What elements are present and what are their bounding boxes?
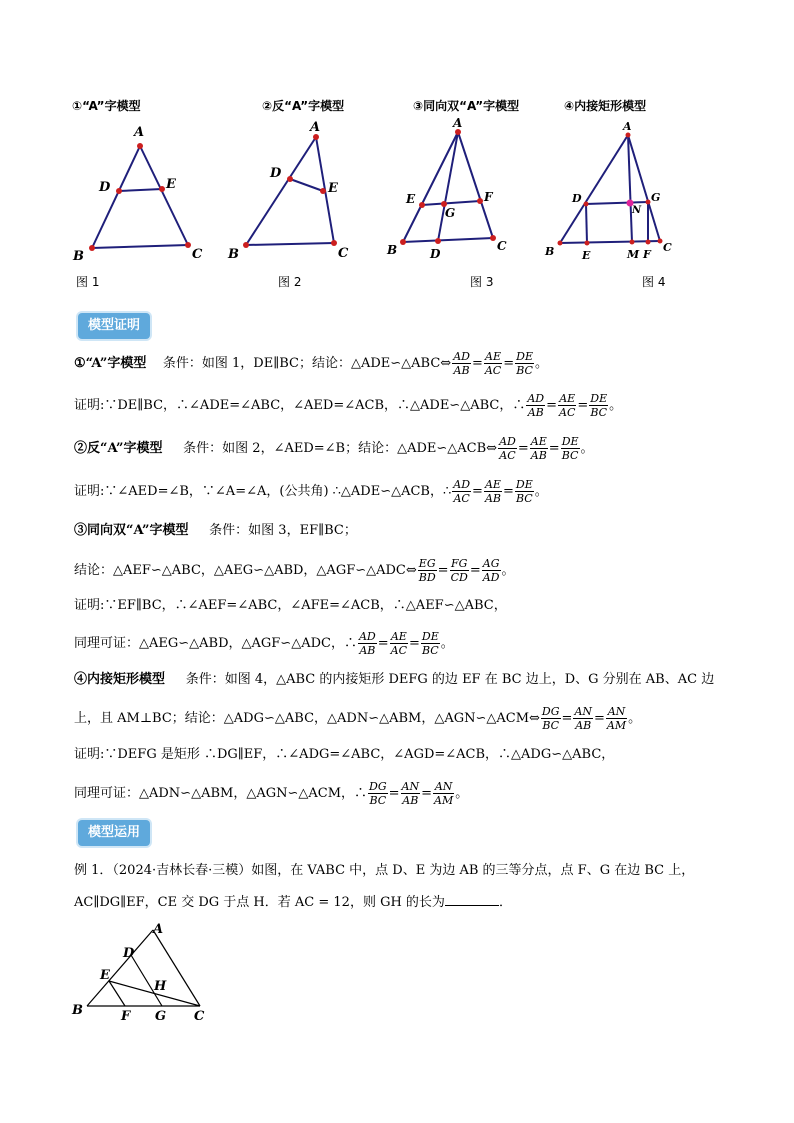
example1-line2: AC∥DG∥EF，CE 交 DG 于点 H．若 AC = 12，则 GH 的长为 ．	[74, 895, 512, 910]
model3-proof2: 同理可证：△AEG∽△ABD，△AGF∽△ADC，∴ $\frac{AD}{AB}$ = $\frac{AE}{AC}$ = $\frac{DE}{BC}$ 。	[74, 630, 454, 657]
frac: $\frac{AD}{AB}$	[358, 630, 376, 657]
ex-label-f: F	[121, 1009, 131, 1024]
frac: $\frac{AE}{AC}$	[484, 350, 502, 377]
model4-condition: 条件：如图 4，△ABC 的内接矩形 DEFG 的边 EF 在 BC 边上，D、G 分别在 AB、AC 边	[185, 672, 715, 687]
fig3-header: ③同向双“A”字模型	[413, 99, 520, 113]
answer-blank[interactable]	[445, 893, 499, 906]
figure-1	[92, 146, 188, 248]
fig3-label-e: E	[406, 192, 416, 206]
fig2-caption: 图 2	[278, 275, 302, 289]
model3-title: ③同向双“A”字模型	[74, 523, 189, 538]
figure-3	[403, 132, 493, 242]
figure-4	[560, 135, 660, 243]
frac: $\frac{AE}{AC}$	[390, 630, 408, 657]
fig2-label-c: C	[338, 246, 349, 261]
fig3-label-g: G	[445, 206, 456, 220]
fig4-label-d: D	[572, 192, 582, 205]
frac: $\frac{DE}{BC}$	[516, 350, 533, 377]
frac: $\frac{AD}{AC}$	[453, 478, 471, 505]
model3-line	[74, 522, 357, 540]
fig2-header: ②反“A”字模型	[262, 99, 345, 113]
fig4-caption: 图 4	[642, 275, 666, 289]
model4-proof: 证明:∵DEFG 是矩形 ∴DG∥EF，∴∠ADG=∠ABC，∠AGD=∠ACB，∴△ADG∽△ABC，	[74, 747, 615, 762]
frac: $\frac{AG}{AD}$	[482, 557, 500, 584]
example1-figure	[60, 915, 240, 1030]
fig1-header: ①“A”字模型	[72, 99, 141, 113]
frac: $\frac{DG}{BC}$	[369, 780, 387, 807]
fig3-label-b: B	[387, 243, 398, 257]
frac: $\frac{DE}{BC}$	[515, 478, 533, 505]
model3-proof: 证明:∵EF∥BC，∴∠AEF=∠ABC，∠AFE=∠ACB，∴△AEF∽△ABC，	[74, 598, 507, 613]
fig3-label-d: D	[430, 247, 441, 261]
example1-line1: 例 1．（2024·吉林长春·三模）如图，在 VABC 中，点 D、E 为边 AB 的三等分点，点 F、G 在边 BC 上，	[74, 863, 695, 878]
ex-label-e: E	[100, 968, 110, 983]
model1-line: ①“A”字模型 条件：如图 1，DE∥BC；结论：△ADE∽△ABC⇔ $\frac{AD}{AB}$ = $\frac{AE}{AC}$ = $\frac{DE}{BC}$ 。	[74, 350, 549, 377]
fig2-label-d: D	[270, 166, 282, 181]
frac: $\frac{AE}{AC}$	[559, 392, 576, 419]
frac: $\frac{AN}{AM}$	[606, 705, 627, 732]
frac: $\frac{AN}{AM}$	[434, 780, 454, 807]
model4-proof2: 同理可证：△ADN∽△ABM，△AGN∽△ACM，∴ $\frac{DG}{BC}$ = $\frac{AN}{AB}$ = $\frac{AN}{AM}$ 。	[74, 780, 469, 807]
fig1-label-c: C	[192, 247, 203, 262]
fig4-label-g: G	[651, 191, 661, 204]
fig4-label-e: E	[582, 249, 591, 262]
fig3-label-a: A	[453, 116, 463, 130]
ex-label-b: B	[72, 1003, 83, 1018]
frac: $\frac{EG}{BD}$	[418, 557, 436, 584]
model2-proof: 证明:∵∠AED=∠B，∵∠A=∠A，(公共角) ∴△ADE∽△ACB，∴ $\frac{AD}{AC}$ = $\frac{AE}{AB}$ = $\frac{DE}{BC}$ 。	[74, 478, 548, 505]
model1-proof: 证明:∵DE∥BC，∴∠ADE=∠ABC，∠AED=∠ACB，∴△ADE∽△ABC，∴ $\frac{AD}{AB}$ = $\frac{AE}{AC}$ = $\frac{DE}{BC}$ 。	[74, 392, 623, 419]
fig2-label-e: E	[328, 181, 338, 196]
frac: $\frac{AD}{AC}$	[499, 435, 516, 462]
ex-label-g: G	[155, 1009, 167, 1024]
model4-title: ④内接矩形模型	[74, 672, 166, 687]
frac: $\frac{AE}{AB}$	[484, 478, 501, 505]
frac: $\frac{AN}{AB}$	[401, 780, 420, 807]
fig2-label-a: A	[310, 120, 321, 135]
fig1-caption: 图 1	[76, 275, 100, 289]
ex-label-d: D	[123, 946, 135, 961]
frac: $\frac{FG}{CD}$	[450, 557, 468, 584]
ex-label-c: C	[194, 1009, 205, 1024]
fig3-label-c: C	[497, 239, 507, 253]
fig1-label-d: D	[99, 180, 111, 195]
fig4-label-m: M	[627, 248, 640, 261]
model4-line	[74, 671, 714, 689]
fig1-label-b: B	[73, 249, 84, 264]
fig4-header: ④内接矩形模型	[564, 99, 647, 113]
model1-title: ①“A”字模型	[74, 356, 147, 371]
model2-condition: 条件：如图 2，∠AED=∠B；结论：△ADE∽△ACB⇔	[183, 441, 498, 456]
fig4-label-f: F	[643, 248, 651, 261]
frac: $\frac{AD}{AB}$	[453, 350, 470, 377]
fig2-label-b: B	[228, 247, 239, 262]
frac: $\frac{AN}{AB}$	[574, 705, 593, 732]
model-figures	[0, 0, 794, 300]
model2-title: ②反“A”字模型	[74, 441, 163, 456]
frac: $\frac{AD}{AB}$	[527, 392, 545, 419]
fig4-label-c: C	[663, 241, 672, 254]
frac: $\frac{DE}{BC}$	[421, 630, 439, 657]
frac: $\frac{DE}{BC}$	[561, 435, 579, 462]
fig1-label-a: A	[134, 125, 145, 140]
fig1-label-e: E	[166, 177, 176, 192]
model4-line2: 上，且 AM⊥BC；结论：△ADG∽△ABC，△ADN∽△ABM，△AGN∽△ACM⇔ $\frac{DG}{BC}$ = $\frac{AN}{AB}$ = $\frac{AN}{AM}$ 。	[74, 705, 642, 732]
model3-condition: 条件：如图 3，EF∥BC；	[209, 523, 357, 538]
section-badge-proof: 模型证明	[78, 313, 150, 339]
fig3-label-f: F	[484, 190, 493, 204]
model2-line: ②反“A”字模型 条件：如图 2，∠AED=∠B；结论：△ADE∽△ACB⇔ $\frac{AD}{AC}$ = $\frac{AE}{AB}$ = $\frac{DE}{BC}$ 。	[74, 435, 594, 462]
model1-condition: 条件：如图 1，DE∥BC；结论：△ADE∽△ABC⇔	[162, 356, 452, 371]
frac: $\frac{AE}{AB}$	[530, 435, 547, 462]
ex-label-a: A	[153, 922, 164, 937]
frac: $\frac{DE}{BC}$	[590, 392, 608, 419]
model3-conclusion: 结论：△AEF∽△ABC，△AEG∽△ABD，△AGF∽△ADC⇔ $\frac{EG}{BD}$ = $\frac{FG}{CD}$ = $\frac{AG}{AD}$ 。	[74, 557, 515, 584]
section-badge-application: 模型运用	[78, 820, 150, 846]
fig4-label-a: A	[623, 120, 632, 133]
fig4-label-n: N	[632, 205, 642, 216]
frac: $\frac{DG}{BC}$	[541, 705, 560, 732]
fig3-caption: 图 3	[470, 275, 494, 289]
ex-label-h: H	[154, 979, 167, 994]
fig4-label-b: B	[545, 245, 555, 258]
